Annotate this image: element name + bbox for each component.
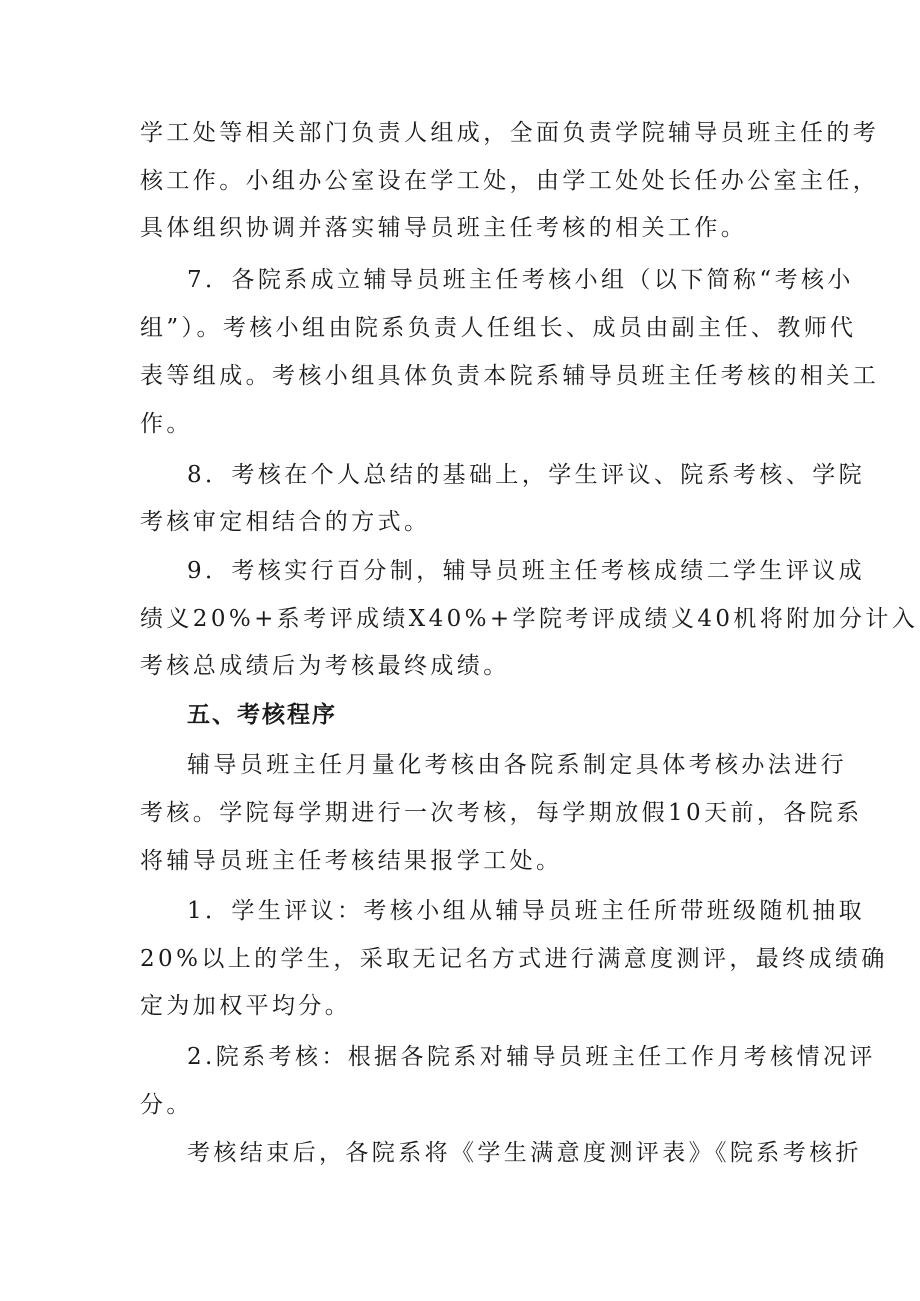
paragraph-7-first-line: 7．各院系成立辅导员班主任考核小组（以下简称“考核小 <box>187 267 854 293</box>
text-line: 考核总成绩后为考核最终成绩。 <box>140 653 510 679</box>
procedure-intro-first-line: 辅导员班主任月量化考核由各院系制定具体考核办法进行 <box>187 752 847 778</box>
text-line: 表等组成。考核小组具体负责本院系辅导员班主任考核的相关工 <box>140 363 880 389</box>
text-line: 组”）。考核小组由院系负责人任组长、成员由副主任、教师代 <box>140 315 857 341</box>
text-line: 绩义20%+系考评成绩X40%+学院考评成绩义40机将附加分计入 <box>140 606 919 632</box>
paragraph-8-first-line: 8．考核在个人总结的基础上，学生评议、院系考核、学院 <box>187 462 866 488</box>
text-line: 作。 <box>140 411 193 437</box>
item-1-first-line: 1．学生评议：考核小组从辅导员班主任所带班级随机抽取 <box>187 898 866 924</box>
text-line: 20%以上的学生，采取无记名方式进行满意度测评，最终成绩确 <box>140 946 888 972</box>
text-line: 定为加权平均分。 <box>140 993 352 1019</box>
item-2-first-line: 2.院系考核：根据各院系对辅导员班主任工作月考核情况评 <box>187 1044 876 1070</box>
section-heading: 五、考核程序 <box>187 702 337 728</box>
text-line: 分。 <box>140 1092 193 1118</box>
closing-paragraph-first-line: 考核结束后，各院系将《学生满意度测评表》《院系考核折 <box>187 1140 862 1166</box>
text-line: 考核。学院每学期进行一次考核，每学期放假10天前，各院系 <box>140 800 863 826</box>
paragraph-9-first-line: 9．考核实行百分制，辅导员班主任考核成绩二学生评议成 <box>187 558 866 584</box>
text-line: 考核审定相结合的方式。 <box>140 509 431 535</box>
text-line: 将辅导员班主任考核结果报学工处。 <box>140 848 563 874</box>
text-line: 核工作。小组办公室设在学工处，由学工处处长任办公室主任， <box>140 168 880 194</box>
text-line: 具体组织协调并落实辅导员班主任考核的相关工作。 <box>140 215 748 241</box>
text-line: 学工处等相关部门负责人组成，全面负责学院辅导员班主任的考 <box>140 120 880 146</box>
